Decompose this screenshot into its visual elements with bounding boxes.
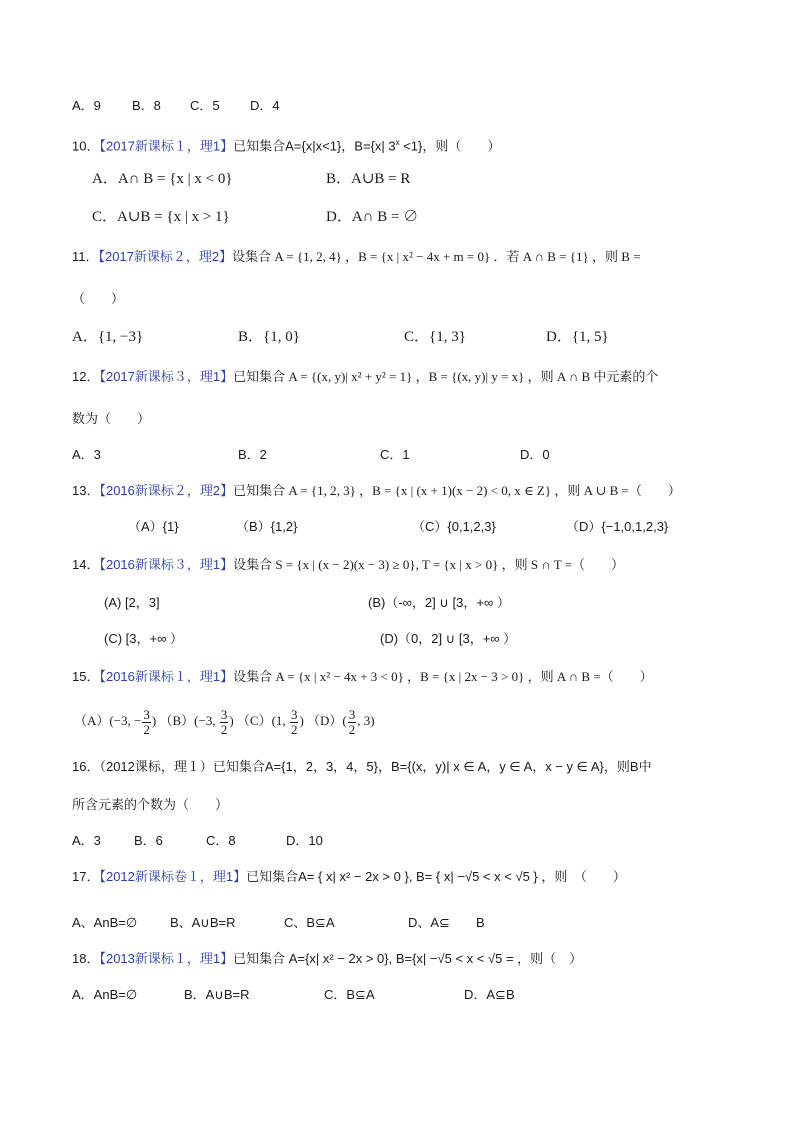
- q13-stem-line: [72, 482, 681, 500]
- q18-option-a: A．AnB=∅: [72, 987, 138, 1002]
- question-source: 【2016新课标３，理1】: [99, 557, 234, 572]
- q15-option-a: （A）(−3, − $\frac{3}{2}$ ): [74, 706, 157, 737]
- q17-option-c: C、B⊆A: [284, 915, 335, 930]
- q10-option-d: D．A∩ B = ∅: [326, 209, 419, 225]
- q16-option-d: D．10: [286, 833, 323, 848]
- q14-option-a: (A) [2，3]: [104, 595, 160, 610]
- q12-option-c: C．1: [380, 447, 410, 462]
- question-stem: 设集合 S = {x | (x − 2)(x − 3) ≥ 0}, T = {x | x > 0} ，则 S ∩ T =（ ）: [233, 557, 625, 572]
- q16-option-a: A．3: [72, 833, 101, 848]
- q18-option-c: C．B⊆A: [324, 987, 375, 1002]
- question-stem: 设集合 A = {x | x² − 4x + 3 < 0} ，B = {x | 2x − 3 > 0} ，则 A ∩ B =（ ）: [233, 669, 653, 684]
- question-stem-exponent: x: [395, 138, 400, 147]
- q12-option-a: A．3: [72, 447, 101, 462]
- question-number: 11．: [72, 249, 99, 264]
- question-stem: 已知集合A={1，2，3，4，5}，B={(x，y)| x ∈ A，y ∈ A，x − y ∈ A}，则B中: [212, 759, 652, 774]
- q16-stem-line: [72, 758, 652, 776]
- q14-stem-line: [72, 556, 624, 574]
- q12-option-d: D．0: [520, 447, 550, 462]
- q11-stem-line: [72, 248, 641, 266]
- question-number: 15．: [72, 669, 100, 684]
- q10-option-c: C．A∪B = {x | x > 1}: [92, 209, 230, 225]
- q11-paren: （ ）: [72, 291, 125, 306]
- q14-option-c: (C) [3，+∞ ）: [104, 631, 183, 646]
- q9-option-c: C．5: [190, 98, 220, 113]
- q9-option-a: A．9: [72, 98, 101, 113]
- q17-option-a: A、AnB=∅: [72, 915, 138, 930]
- q16-stem-cont: 所含元素的个数为（ ）: [72, 797, 229, 812]
- q13-option-a: （A）{1}: [128, 519, 179, 534]
- q10-stem-line: [72, 134, 500, 155]
- question-stem: 已知集合A= { x| x² − 2x > 0 }, B= { x| −√5 < x < √5 } ，则 （ ）: [246, 869, 626, 884]
- question-number: 16．: [72, 759, 100, 774]
- q15-options-line: [74, 704, 375, 738]
- question-number: 17．: [72, 869, 100, 884]
- q15-option-b: （B）(−3, $\frac{3}{2}$ ): [159, 706, 234, 737]
- question-number: 14．: [72, 557, 100, 572]
- question-number: 10．: [72, 138, 100, 154]
- q13-option-d: （D）{−1,0,1,2,3}: [566, 519, 669, 534]
- q14-option-d: (D)（0，2] ∪ [3，+∞ ）: [380, 631, 517, 646]
- q16-option-b: B．6: [134, 833, 163, 848]
- q11-option-d: D．{1, 5}: [546, 329, 609, 345]
- q15-option-c: （C）(1, $\frac{3}{2}$ ): [236, 706, 304, 737]
- question-number: 18．: [72, 951, 100, 966]
- q15-option-d: （D）( $\frac{3}{2}$ , 3): [307, 706, 375, 737]
- question-source: 【2016新课标１，理1】: [99, 669, 234, 684]
- q18-stem-line: [72, 950, 582, 968]
- q10-option-a: A．A∩ B = {x | x < 0}: [92, 171, 233, 187]
- q13-option-b: （B）{1,2}: [236, 519, 298, 534]
- question-source: 【2013新课标１，理1】: [99, 951, 234, 966]
- question-source: 【2016新课标２，理2】: [99, 483, 234, 498]
- q12-stem-cont: 数为（ ）: [72, 411, 151, 426]
- q12-option-b: B．2: [238, 447, 267, 462]
- q14-option-b: (B)（-∞，2] ∪ [3，+∞ ）: [368, 595, 510, 610]
- q11-option-b: B．{1, 0}: [238, 329, 300, 345]
- q16-option-c: C．8: [206, 833, 236, 848]
- q12-stem-line: [72, 368, 658, 386]
- q17-option-d: D、A⊆ B: [408, 915, 485, 930]
- q18-option-d: D．A⊆B: [464, 987, 515, 1002]
- question-stem: 已知集合 A = {1, 2, 3} ，B = {x | (x + 1)(x − 2) < 0, x ∈ Z} ，则 A ∪ B =（ ）: [233, 483, 681, 498]
- q15-stem-line: [72, 668, 653, 686]
- question-source: （2012课标，理１）: [99, 759, 213, 774]
- q9-option-b: B．8: [132, 98, 161, 113]
- q17-option-b: B、A∪B=R: [170, 915, 236, 930]
- question-number: 13．: [72, 483, 100, 498]
- question-stem-tail: <1}，则（ ）: [399, 138, 501, 154]
- q17-stem-line: [72, 868, 626, 886]
- q9-option-d: D．4: [250, 98, 280, 113]
- q10-option-b: B．A∪B = R: [326, 171, 411, 187]
- q11-option-a: A．{1, −3}: [72, 329, 144, 345]
- q13-option-c: （C）{0,1,2,3}: [412, 519, 496, 534]
- question-number: 12．: [72, 369, 100, 384]
- question-stem: 已知集合 A = {(x, y)| x² + y² = 1} ，B = {(x, y)| y = x} ，则 A ∩ B 中元素的个: [233, 369, 659, 384]
- question-source: 【2017新课标２，理2】: [98, 249, 233, 264]
- question-source: 【2017新课标３，理1】: [99, 369, 234, 384]
- question-stem: 设集合 A = {1, 2, 4} ，B = {x | x² − 4x + m = 0} ．若 A ∩ B = {1} ，则 B =: [232, 249, 641, 264]
- question-stem: 已知集合 A={x| x² − 2x > 0}, B={x| −√5 < x < √5 = ，则（ ）: [233, 951, 583, 966]
- question-source: 【2017新课标１，理1】: [99, 138, 234, 154]
- q18-option-b: B．A∪B=R: [184, 987, 250, 1002]
- question-stem: 已知集合A={x|x<1}，B={x| 3: [233, 138, 396, 154]
- q11-option-c: C．{1, 3}: [404, 329, 466, 345]
- question-source: 【2012新课标卷１，理1】: [99, 869, 247, 884]
